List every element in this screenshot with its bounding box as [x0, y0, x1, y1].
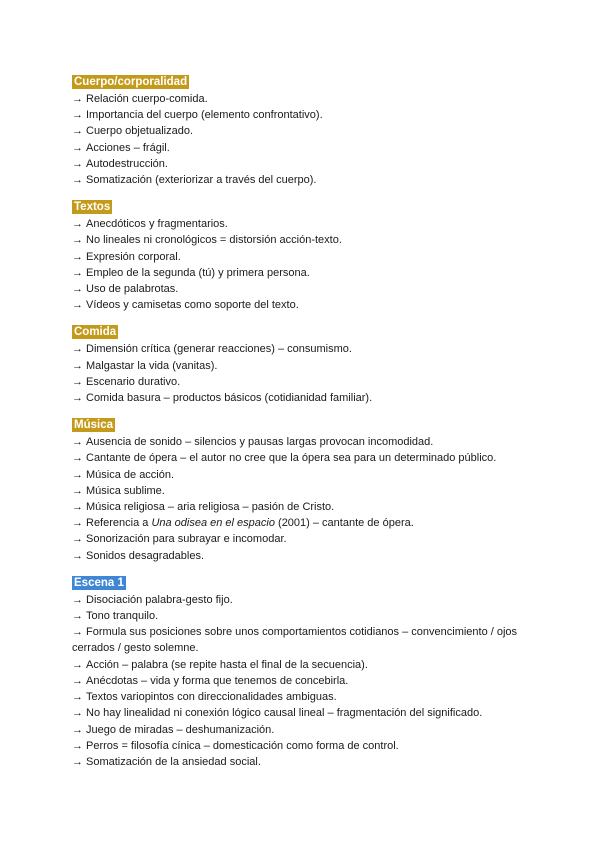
list-item: → Escenario durativo.: [72, 375, 181, 388]
arrow-icon: →: [72, 218, 83, 231]
section-textos: [72, 197, 542, 313]
list-item: → Sonorización para subrayar e incomodar.: [72, 533, 287, 546]
list-item: → Vídeos y camisetas como soporte del texto.: [72, 299, 299, 312]
arrow-icon: →: [72, 517, 83, 530]
list-item: → Autodestrucción.: [72, 157, 168, 170]
arrow-icon: →: [72, 157, 83, 170]
arrow-icon: →: [72, 755, 83, 768]
arrow-icon: →: [72, 359, 83, 372]
arrow-icon: →: [72, 723, 83, 736]
list-item: → Disociación palabra-gesto fijo.: [72, 593, 233, 606]
section-escena-1: [72, 573, 542, 770]
list-item: → Sonidos desagradables.: [72, 549, 205, 562]
arrow-icon: →: [72, 266, 83, 279]
bullet-list: [72, 434, 542, 564]
list-item: → Somatización (exteriorizar a través del cuerpo).: [72, 174, 317, 187]
arrow-icon: →: [72, 549, 83, 562]
section-heading: Escena 1: [74, 576, 124, 589]
list-item: → Juego de miradas – deshumanización.: [72, 723, 275, 736]
list-item: → Perros = filosofía cínica – domesticación como forma de control.: [72, 739, 399, 752]
list-item: → Malgastar la vida (vanitas).: [72, 359, 218, 372]
list-item: → Importancia del cuerpo (elemento confrontativo).: [72, 109, 323, 122]
arrow-icon: →: [72, 452, 83, 465]
list-item: → Acciones – frágil.: [72, 141, 170, 154]
section-heading: Música: [74, 419, 113, 432]
list-item: → No hay linealidad ni conexión lógico causal lineal – fragmentación del significado.: [72, 707, 483, 720]
film-title: Una odisea en el espacio: [151, 517, 275, 530]
list-item: → Dimensión crítica (generar reacciones) – consumismo.: [72, 343, 352, 356]
list-item: → Referencia a Una odisea en el espacio (2001) – cantante de ópera.: [72, 517, 414, 530]
document-page: [72, 72, 542, 779]
section-musica: [72, 415, 542, 564]
arrow-icon: →: [72, 626, 83, 639]
arrow-icon: →: [72, 484, 83, 497]
arrow-icon: →: [72, 739, 83, 752]
bullet-list: [72, 91, 542, 188]
list-item: → Formula sus posiciones sobre unos comportamientos cotidianos – convencimiento / ojos cerrados / gesto solemne.: [72, 626, 518, 655]
arrow-icon: →: [72, 234, 83, 247]
list-item: → Comida basura – productos básicos (cotidianidad familiar).: [72, 392, 373, 405]
arrow-icon: →: [72, 141, 83, 154]
list-item: → Anecdóticos y fragmentarios.: [72, 218, 228, 231]
list-item: → Uso de palabrotas.: [72, 283, 179, 296]
arrow-icon: →: [72, 691, 83, 704]
list-item: → Tono tranquilo.: [72, 610, 159, 623]
bullet-list: [72, 592, 542, 770]
list-item: → Expresión corporal.: [72, 250, 181, 263]
arrow-icon: →: [72, 93, 83, 105]
arrow-icon: →: [72, 392, 83, 405]
arrow-icon: →: [72, 283, 83, 296]
arrow-icon: →: [72, 707, 83, 720]
section-heading: Cuerpo/corporalidad: [74, 76, 188, 88]
list-item: → Anécdotas – vida y forma que tenemos de concebirla.: [72, 674, 349, 687]
bullet-list: [72, 341, 542, 406]
arrow-icon: →: [72, 658, 83, 671]
arrow-icon: →: [72, 375, 83, 388]
arrow-icon: →: [72, 109, 83, 122]
section-cuerpo: [72, 72, 542, 188]
arrow-icon: →: [72, 174, 83, 187]
list-item: → No lineales ni cronológicos = distorsión acción-texto.: [72, 234, 342, 247]
arrow-icon: →: [72, 250, 83, 263]
list-item: → Cantante de ópera – el autor no cree que la ópera sea para un determinado público.: [72, 452, 497, 465]
list-item: → Cuerpo objetualizado.: [72, 125, 194, 138]
list-item: → Música de acción.: [72, 468, 175, 481]
list-item: → Ausencia de sonido – silencios y pausas largas provocan incomodidad.: [72, 436, 434, 449]
list-item: → Música religiosa – aria religiosa – pasión de Cristo.: [72, 501, 335, 514]
arrow-icon: →: [72, 299, 83, 312]
bullet-list: [72, 216, 542, 313]
arrow-icon: →: [72, 125, 83, 138]
section-heading: Comida: [74, 326, 117, 339]
arrow-icon: →: [72, 674, 83, 687]
arrow-icon: →: [72, 436, 83, 449]
list-item: → Empleo de la segunda (tú) y primera persona.: [72, 266, 310, 279]
section-comida: [72, 322, 542, 406]
list-item: → Textos variopintos con direccionalidades ambiguas.: [72, 691, 337, 704]
arrow-icon: →: [72, 610, 83, 623]
arrow-icon: →: [72, 593, 83, 606]
arrow-icon: →: [72, 468, 83, 481]
list-item: → Acción – palabra (se repite hasta el final de la secuencia).: [72, 658, 368, 671]
arrow-icon: →: [72, 501, 83, 514]
list-item: → Relación cuerpo-comida.: [72, 93, 208, 105]
arrow-icon: →: [72, 533, 83, 546]
arrow-icon: →: [72, 343, 83, 356]
list-item: → Somatización de la ansiedad social.: [72, 755, 261, 768]
section-heading: Textos: [74, 201, 111, 214]
list-item: → Música sublime.: [72, 484, 165, 497]
